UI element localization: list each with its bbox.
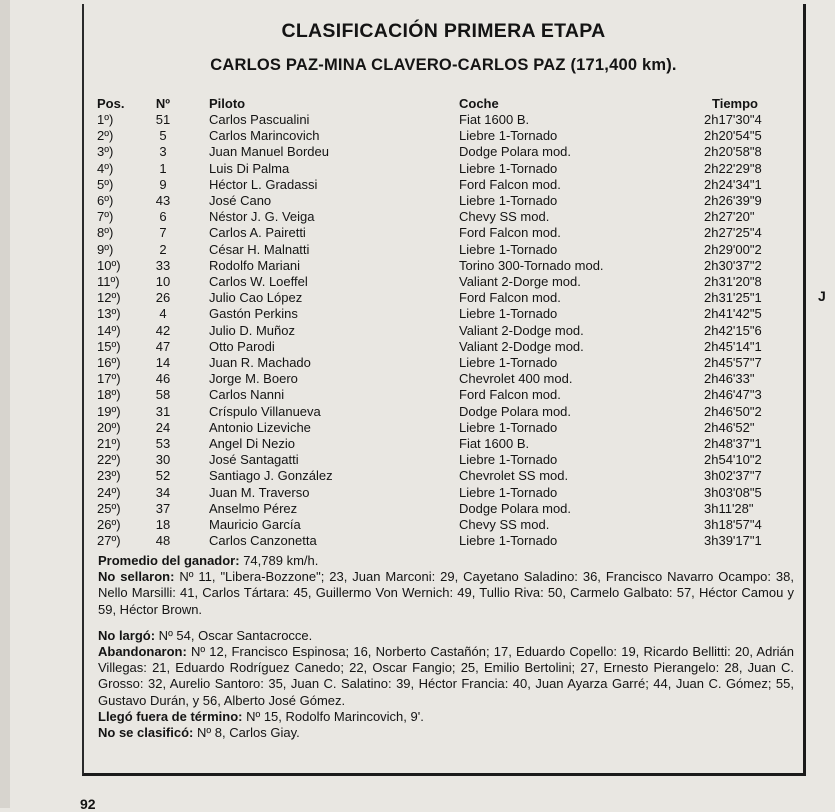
car-cell: Liebre 1-Tornado (459, 241, 558, 257)
table-row (84, 225, 808, 241)
car-cell: Valiant 2-Dorge mod. (459, 274, 581, 289)
time-cell: 2h46'52" (704, 419, 755, 435)
stage-subtitle: CARLOS PAZ-MINA CLAVERO-CARLOS PAZ (171,400 km). (210, 56, 677, 74)
table-header (84, 96, 808, 112)
time-cell: 2h27'20" (704, 209, 755, 225)
driver-cell: José Cano (209, 193, 272, 208)
car-number-cell: 7 (159, 225, 167, 241)
car-number-cell: 37 (155, 500, 171, 516)
winner-average: Promedio del ganador: 74,789 km/h. (98, 553, 319, 568)
position-cell: 4º) (97, 160, 114, 176)
position-cell: 22º) (97, 452, 121, 468)
position-cell: 24º) (97, 484, 121, 500)
position-cell: 16º) (97, 355, 121, 370)
time-cell: 3h11'28" (704, 500, 754, 516)
driver-cell: José Santagatti (209, 452, 299, 468)
time-cell: 2h24'34"1 (704, 176, 762, 192)
driver-cell: Héctor L. Gradassi (209, 176, 318, 192)
car-cell: Torino 300-Tornado mod. (459, 257, 604, 273)
car-cell: Ford Falcon mod. (459, 225, 561, 241)
position-cell: 6º) (97, 193, 114, 208)
car-cell: Chevrolet SS mod. (459, 468, 569, 484)
time-cell: 2h26'39"9 (704, 193, 762, 208)
table-row (84, 436, 808, 452)
driver-cell: Críspulo Villanueva (209, 403, 321, 419)
time-cell: 2h27'25"4 (704, 225, 762, 241)
table-row (84, 306, 808, 322)
car-number-cell: 5 (159, 128, 167, 144)
car-cell: Chevrolet 400 mod. (459, 371, 573, 387)
time-cell: 2h29'00"2 (704, 241, 762, 257)
position-cell: 23º) (97, 468, 121, 484)
table-row (84, 242, 808, 258)
car-cell: Liebre 1-Tornado (459, 193, 558, 208)
table-row (84, 112, 808, 128)
car-cell: Liebre 1-Tornado (459, 533, 558, 549)
table-row (84, 371, 808, 387)
driver-cell: Anselmo Pérez (209, 500, 298, 516)
car-number-cell: 3 (159, 144, 167, 160)
time-cell: 2h46'47"3 (704, 387, 762, 403)
car-cell: Liebre 1-Tornado (459, 128, 558, 144)
driver-cell: Otto Parodi (209, 338, 275, 354)
driver-cell: Gastón Perkins (209, 306, 298, 322)
table-row (84, 144, 808, 160)
car-cell: Fiat 1600 B. (459, 112, 530, 127)
driver-cell: Juan R. Machado (209, 355, 311, 370)
position-cell: 18º) (97, 387, 121, 403)
time-cell: 2h48'37"1 (704, 436, 762, 451)
driver-cell: Carlos Canzonetta (209, 533, 317, 549)
driver-cell: Néstor J. G. Veiga (209, 209, 315, 225)
did-not-start: No largó: Nº 54, Oscar Santacrocce. (98, 627, 313, 643)
position-cell: 11º) (97, 274, 120, 289)
car-cell: Chevy SS mod. (459, 517, 550, 532)
table-row (84, 323, 808, 339)
time-cell: 2h20'58"8 (704, 144, 762, 160)
driver-cell: Julio Cao López (209, 290, 303, 306)
car-number-cell: 33 (155, 257, 171, 273)
car-cell: Liebre 1-Tornado (459, 419, 558, 435)
car-number-cell: 4 (159, 306, 167, 322)
time-cell: 2h20'54"5 (704, 128, 762, 144)
time-cell: 3h02'37"7 (704, 468, 762, 484)
car-cell: Ford Falcon mod. (459, 290, 561, 306)
time-cell: 2h46'33" (704, 371, 755, 387)
car-cell: Liebre 1-Tornado (459, 452, 558, 468)
driver-cell: Carlos Pascualini (209, 112, 310, 127)
page-title: CLASIFICACIÓN PRIMERA ETAPA (281, 20, 606, 42)
time-cell: 2h46'50"2 (704, 403, 762, 419)
car-cell: Dodge Polara mod. (459, 500, 572, 516)
header-num: Nº (155, 96, 171, 111)
position-cell: 21º) (97, 436, 121, 451)
car-cell: Liebre 1-Tornado (459, 355, 558, 370)
table-row (84, 468, 808, 484)
time-cell: 3h18'57"4 (704, 517, 762, 532)
time-cell: 2h45'57"7 (704, 355, 762, 370)
table-row (84, 290, 808, 306)
position-cell: 19º) (97, 403, 121, 419)
driver-cell: Carlos A. Pairetti (209, 225, 306, 241)
car-cell: Dodge Polara mod. (459, 403, 572, 419)
table-row (84, 517, 808, 533)
position-cell: 26º) (97, 517, 121, 532)
car-number-cell: 6 (159, 209, 167, 225)
car-cell: Liebre 1-Tornado (459, 160, 558, 176)
position-cell: 10º) (97, 257, 121, 273)
car-number-cell: 24 (155, 419, 171, 435)
time-cell: 2h31'20"8 (704, 274, 762, 289)
adjacent-page-fragment: J (818, 288, 826, 304)
car-number-cell: 1 (159, 160, 167, 176)
position-cell: 12º) (97, 290, 121, 306)
notes-block (98, 553, 794, 741)
table-row (84, 177, 808, 193)
position-cell: 20º) (97, 419, 121, 435)
car-number-cell: 51 (155, 112, 171, 127)
car-number-cell: 47 (155, 338, 171, 354)
driver-cell: Juan M. Traverso (209, 484, 310, 500)
driver-cell: Julio D. Muñoz (209, 322, 295, 338)
car-number-cell: 18 (155, 517, 171, 532)
car-cell: Chevy SS mod. (459, 209, 550, 225)
page-number: 92 (80, 796, 96, 812)
car-number-cell: 34 (155, 484, 171, 500)
table-row (84, 193, 808, 209)
driver-cell: Carlos Marincovich (209, 128, 320, 144)
car-cell: Valiant 2-Dodge mod. (459, 322, 584, 338)
position-cell: 8º) (97, 225, 114, 241)
not-classified: No se clasificó: Nº 8, Carlos Giay. (98, 725, 300, 741)
position-cell: 3º) (97, 144, 114, 160)
table-row (84, 128, 808, 144)
table-row (84, 339, 808, 355)
header-tiempo: Tiempo (712, 96, 758, 111)
driver-cell: César H. Malnatti (209, 241, 310, 257)
position-cell: 7º) (97, 209, 114, 225)
driver-cell: Rodolfo Mariani (209, 257, 301, 273)
driver-cell: Santiago J. González (209, 468, 333, 484)
car-number-cell: 26 (155, 290, 171, 306)
car-number-cell: 42 (155, 322, 171, 338)
driver-cell: Juan Manuel Bordeu (209, 144, 329, 160)
table-row (84, 452, 808, 468)
time-cell: 2h30'37"2 (704, 257, 762, 273)
position-cell: 2º) (97, 128, 114, 144)
time-cell: 2h54'10"2 (704, 452, 762, 468)
position-cell: 15º) (97, 338, 121, 354)
driver-cell: Carlos Nanni (209, 387, 285, 403)
car-cell: Liebre 1-Tornado (459, 484, 558, 500)
car-number-cell: 30 (155, 452, 171, 468)
header-piloto: Piloto (209, 96, 246, 111)
retired: Abandonaron: Nº 12, Francisco Espinosa; 16, Norberto Castañón; 17, Eduardo Copello: 19, Ricardo Bellitti: 20, Adrián Villegas: 21, Eduardo Rodríguez Canedo; 22, Oscar Fangio; 25, Emilio Bertolini; 27, Ernesto Pierangelo: 28, Juan C. Grosso: 32, Aurelio Santoro: 35, Juan C. Salatino: 39, Héctor Francia: 40, Juan Ayarza Garré; 44, Juan C. Gómez; 55, Gustavo Durán, y 56, Alberto José Gómez. (98, 644, 794, 708)
position-cell: 9º) (97, 241, 114, 257)
driver-cell: Jorge M. Boero (209, 371, 298, 387)
table-row (84, 274, 808, 290)
car-cell: Liebre 1-Tornado (459, 306, 558, 322)
time-cell: 2h22'29"8 (704, 160, 762, 176)
position-cell: 5º) (97, 176, 114, 192)
time-cell: 2h45'14"1 (704, 338, 762, 354)
time-cell: 3h39'17"1 (704, 533, 762, 549)
position-cell: 14º) (97, 322, 121, 338)
position-cell: 27º) (97, 533, 121, 549)
table-row (84, 387, 808, 403)
car-number-cell: 48 (155, 533, 171, 549)
table-row (84, 533, 808, 549)
table-row (84, 420, 808, 436)
table-row (84, 161, 808, 177)
car-cell: Ford Falcon mod. (459, 387, 561, 403)
table-row (84, 404, 808, 420)
page-gutter (0, 0, 10, 808)
out-of-time: Llegó fuera de término: Nº 15, Rodolfo Marincovich, 9'. (98, 708, 424, 724)
position-cell: 1º) (97, 112, 114, 127)
table-row (84, 209, 808, 225)
driver-cell: Carlos W. Loeffel (209, 274, 308, 289)
driver-cell: Angel Di Nezio (209, 436, 295, 451)
car-number-cell: 31 (155, 403, 171, 419)
table-row (84, 501, 808, 517)
time-cell: 2h42'15"6 (704, 322, 762, 338)
header-pos: Pos. (97, 96, 125, 111)
driver-cell: Mauricio García (209, 517, 301, 532)
driver-cell: Luis Di Palma (209, 160, 290, 176)
car-cell: Ford Falcon mod. (459, 176, 561, 192)
car-number-cell: 52 (155, 468, 171, 484)
car-cell: Dodge Polara mod. (459, 144, 572, 160)
car-number-cell: 53 (155, 436, 171, 451)
car-number-cell: 10 (155, 274, 171, 289)
position-cell: 13º) (97, 306, 121, 322)
time-cell: 2h31'25"1 (704, 290, 762, 306)
car-number-cell: 2 (159, 241, 167, 257)
time-cell: 3h03'08"5 (704, 484, 762, 500)
time-cell: 2h41'42"5 (704, 306, 762, 322)
table-row (84, 355, 808, 371)
time-cell: 2h17'30"4 (704, 112, 762, 127)
car-number-cell: 58 (155, 387, 171, 403)
car-cell: Fiat 1600 B. (459, 436, 530, 451)
table-row (84, 258, 808, 274)
position-cell: 25º) (97, 500, 121, 516)
car-number-cell: 9 (159, 176, 167, 192)
driver-cell: Antonio Lizeviche (209, 419, 311, 435)
car-cell: Valiant 2-Dodge mod. (459, 338, 584, 354)
table-row (84, 485, 808, 501)
car-number-cell: 14 (155, 355, 171, 370)
position-cell: 17º) (97, 371, 121, 387)
not-stamped: No sellaron: Nº 11, "Libera-Bozzone"; 23, Juan Marconi: 29, Cayetano Saladino: 36, Francisco Navarro Ocampo: 38, Nello Marsilli: 41, Carlos Tártara: 45, Guillermo Von Wernich: 49, Tullio Riva: 50, Carmelo Galbato: 57, Héctor Camou y 59, Héctor Brown. (98, 569, 795, 617)
header-coche: Coche (459, 96, 499, 111)
car-number-cell: 46 (155, 371, 171, 387)
car-number-cell: 43 (155, 193, 171, 208)
results-box (82, 4, 806, 776)
